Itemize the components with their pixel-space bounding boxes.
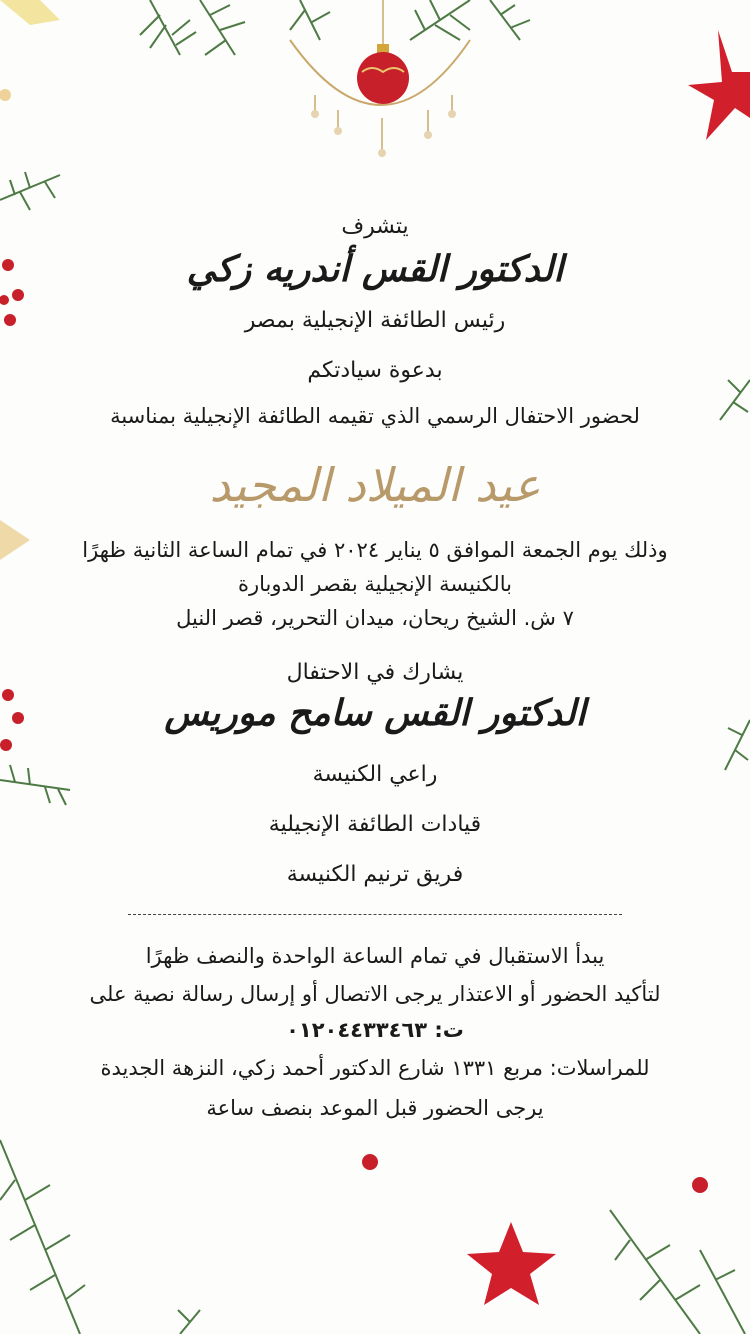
- purpose-text: لحضور الاحتفال الرسمي الذي تقيمه الطائفة الإنجيلية بمناسبة: [110, 404, 640, 428]
- bauble-icon: [0, 89, 11, 101]
- dashed-divider: [128, 914, 622, 915]
- occasion-title: عيد الميلاد المجيد: [209, 458, 541, 512]
- date-line: وذلك يوم الجمعة الموافق ٥ يناير ٢٠٢٤ في تمام الساعة الثانية ظهرًا: [82, 538, 668, 562]
- participates-text: يشارك في الاحتفال: [286, 660, 464, 685]
- host-title: رئيس الطائفة الإنجيلية بمصر: [244, 308, 506, 333]
- arrival-note: يرجى الحضور قبل الموعد بنصف ساعة: [206, 1096, 544, 1120]
- honored-text: يتشرف: [341, 214, 409, 239]
- ornament-icon: [290, 0, 470, 157]
- star-icon: [688, 30, 750, 140]
- reception-note: يبدأ الاستقبال في تمام الساعة الواحدة والنصف ظهرًا: [145, 944, 605, 968]
- venue-line: بالكنيسة الإنجيلية بقصر الدوبارة: [237, 572, 513, 596]
- rsvp-note: لتأكيد الحضور أو الاعتذار يرجى الاتصال أو إرسال رسالة نصية على: [89, 982, 661, 1006]
- pastor-role: راعي الكنيسة: [312, 762, 438, 787]
- pastor-name: الدكتور القس سامح موريس: [164, 692, 586, 734]
- address-line: ٧ ش. الشيخ ريحان، ميدان التحرير، قصر النيل: [176, 606, 574, 630]
- invite-text: بدعوة سيادتكم: [307, 358, 443, 383]
- bell-icon: [0, 0, 60, 25]
- host-name: الدكتور القس أندريه زكي: [186, 248, 564, 290]
- phone-number: ت: ٠١٢٠٤٤٣٣٤٦٣: [286, 1018, 464, 1042]
- mail-address: للمراسلات: مربع ١٣٣١ شارع الدكتور أحمد زكي، النزهة الجديدة: [100, 1056, 650, 1080]
- choir-text: فريق ترنيم الكنيسة: [286, 862, 464, 887]
- leaders-text: قيادات الطائفة الإنجيلية: [268, 812, 482, 837]
- star-icon: [467, 1222, 556, 1305]
- gold-ornament-icon: [0, 520, 30, 560]
